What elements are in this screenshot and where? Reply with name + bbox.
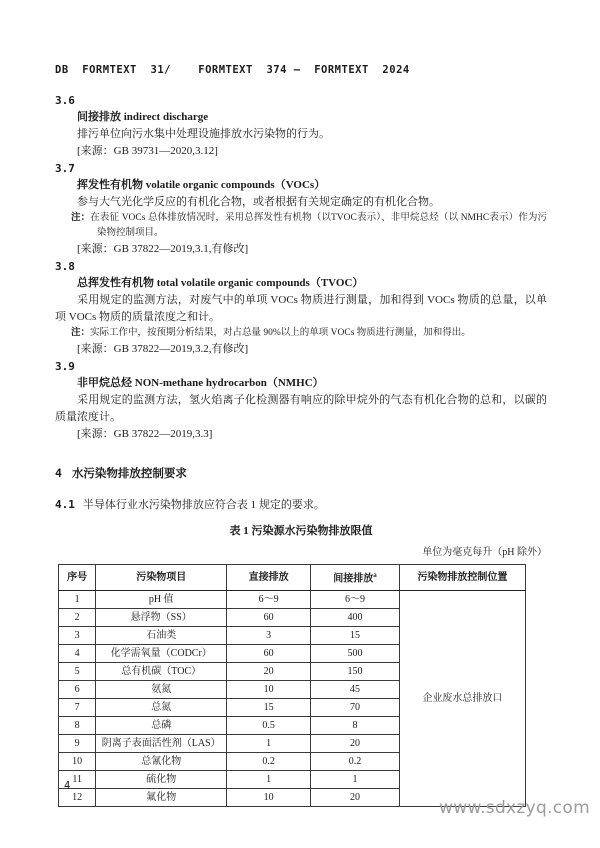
cell-item: 总氰化物 <box>96 753 227 771</box>
clause-number: 3.6 <box>55 94 75 107</box>
cell-indirect: 20 <box>311 735 400 753</box>
clause-4-1-number: 4.1 <box>55 498 75 511</box>
cell-indirect: 20 <box>311 789 400 807</box>
clause-4-number: 4 <box>55 466 62 480</box>
clause-number: 3.9 <box>55 360 75 373</box>
cell-indirect: 6～9 <box>311 591 400 609</box>
cell-item: pH 值 <box>96 591 227 609</box>
definition-text: 排污单位向污水集中处理设施排放水污染物的行为。 <box>77 128 330 140</box>
cell-indirect: 70 <box>311 699 400 717</box>
term-heading: 非甲烷总烃 NON-methane hydrocarbon（NMHC） <box>77 377 324 389</box>
cell-direct: 0.2 <box>227 753 311 771</box>
term-heading: 挥发性有机物 volatile organic compounds（VOCs） <box>77 179 326 191</box>
cell-direct: 60 <box>227 609 311 627</box>
page-number: 4 <box>64 780 71 792</box>
definition-text: 参与大气光化学反应的有机化合物，或者根据有关规定确定的有机化合物。 <box>77 196 440 208</box>
cell-no: 3 <box>59 627 96 645</box>
cell-indirect: 0.2 <box>311 753 400 771</box>
cell-indirect: 15 <box>311 627 400 645</box>
cell-no: 12 <box>59 789 96 807</box>
note-body: 在表征 VOCs 总体排放情况时，采用总挥发性有机物（以TVOC表示）、非甲烷总烃（以 NMHC表示）作为污染物控制项目。 <box>90 213 547 238</box>
cell-direct: 1 <box>227 735 311 753</box>
cell-item: 化学需氧量（CODCr） <box>96 645 227 663</box>
cell-no: 9 <box>59 735 96 753</box>
cell-indirect: 150 <box>311 663 400 681</box>
footnote-marker: a <box>373 571 377 580</box>
cell-no: 5 <box>59 663 96 681</box>
source-reference: [来源：GB 37822—2019,3.1,有修改] <box>77 243 249 255</box>
cell-item: 悬浮物（SS） <box>96 609 227 627</box>
cell-no: 7 <box>59 699 96 717</box>
cell-item: 氨氮 <box>96 681 227 699</box>
cell-indirect: 45 <box>311 681 400 699</box>
clause-number: 3.7 <box>55 162 75 175</box>
clause-4-heading <box>55 465 547 483</box>
table-header-row <box>59 565 526 591</box>
cell-direct: 10 <box>227 681 311 699</box>
note-text <box>71 211 547 241</box>
section-3-9 <box>55 358 547 443</box>
header-serial-number: 序号 <box>59 565 96 591</box>
cell-item: 阴离子表面活性剂（LAS） <box>96 735 227 753</box>
cell-direct: 6～9 <box>227 591 311 609</box>
cell-no: 10 <box>59 753 96 771</box>
document-number-header: DB FORMTEXT 31/ FORMTEXT 374 — FORMTEXT 2024 <box>55 64 410 76</box>
cell-direct: 0.5 <box>227 717 311 735</box>
cell-direct: 60 <box>227 645 311 663</box>
header-indirect-label: 间接排放 <box>333 573 374 585</box>
cell-direct: 1 <box>227 771 311 789</box>
cell-direct: 20 <box>227 663 311 681</box>
definition-text: 采用规定的监测方法，对废气中的单项 VOCs 物质进行测量，加和得到 VOCs 物质的总量，以单项 VOCs 物质的质量浓度之和计。 <box>55 294 547 323</box>
watermark-text: www.sdxzyq.com <box>439 798 590 818</box>
header-indirect-discharge <box>311 565 400 591</box>
source-reference: [来源：GB 37822—2019,3.3] <box>77 428 213 440</box>
source-reference: [来源：GB 37822—2019,3.2,有修改] <box>77 343 249 355</box>
cell-no: 6 <box>59 681 96 699</box>
page-content <box>55 64 547 807</box>
source-reference: [来源：GB 39731—2020,3.12] <box>77 145 218 157</box>
cell-no: 8 <box>59 717 96 735</box>
cell-item: 氟化物 <box>96 789 227 807</box>
definition-text: 采用规定的监测方法，氢火焰离子化检测器有响应的除甲烷外的气态有机化合物的总和，以碳的质量浓度计。 <box>55 394 547 423</box>
note-text <box>71 326 547 341</box>
cell-control-position-merged: 企业废水总排放口 <box>399 591 525 807</box>
cell-direct: 3 <box>227 627 311 645</box>
header-direct-discharge: 直接排放 <box>227 565 311 591</box>
clause-4-1-text: 半导体行业水污染物排放应符合表 1 规定的要求。 <box>82 499 325 511</box>
cell-indirect: 1 <box>311 771 400 789</box>
cell-no: 1 <box>59 591 96 609</box>
section-3-8 <box>55 258 547 358</box>
cell-indirect: 400 <box>311 609 400 627</box>
cell-item: 石油类 <box>96 627 227 645</box>
cell-indirect: 500 <box>311 645 400 663</box>
clause-4-title: 水污染物排放控制要求 <box>71 468 187 480</box>
table-1-title: 表 1 污染源水污染物排放限值 <box>229 525 373 537</box>
table-unit-note: 单位为毫克每升（pH 除外） <box>422 547 547 558</box>
header-control-position: 污染物排放控制位置 <box>399 565 525 591</box>
cell-item: 总磷 <box>96 717 227 735</box>
cell-no: 2 <box>59 609 96 627</box>
header-pollutant-item: 污染物项目 <box>96 565 227 591</box>
note-label: 注： <box>71 213 91 223</box>
note-label: 注： <box>71 328 91 338</box>
cell-item: 硫化物 <box>96 771 227 789</box>
term-heading: 总挥发性有机物 total volatile organic compounds（TVOC） <box>77 277 364 289</box>
cell-item: 总氮 <box>96 699 227 717</box>
cell-direct: 15 <box>227 699 311 717</box>
section-3-7 <box>55 160 547 258</box>
cell-indirect: 8 <box>311 717 400 735</box>
table-row <box>59 591 526 609</box>
cell-item: 总有机碳（TOC） <box>96 663 227 681</box>
cell-no: 4 <box>59 645 96 663</box>
clause-number: 3.8 <box>55 260 75 273</box>
pollutant-limits-table <box>58 564 526 807</box>
note-body: 实际工作中，按预期分析结果，对占总量 90%以上的单项 VOCs 物质进行测量，加和得出。 <box>90 328 471 338</box>
cell-no: 11 <box>59 771 96 789</box>
cell-direct: 10 <box>227 789 311 807</box>
clause-4-1 <box>55 496 547 514</box>
section-3-6 <box>55 92 547 160</box>
term-heading: 间接排放 indirect discharge <box>77 111 209 123</box>
